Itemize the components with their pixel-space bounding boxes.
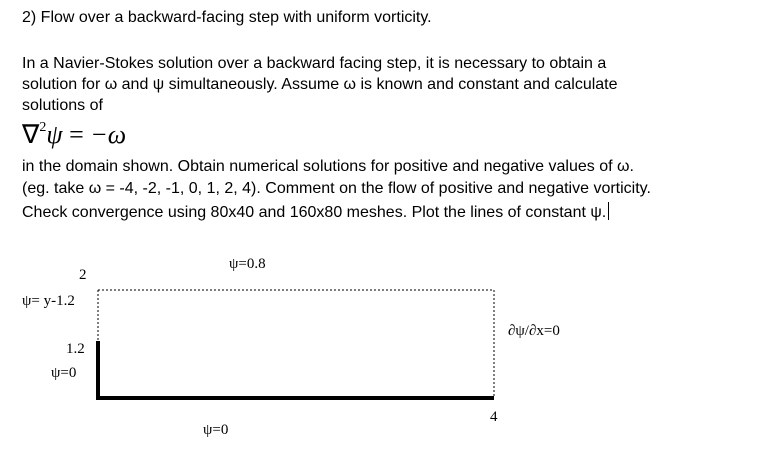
step-height-label: 1.2 — [66, 341, 85, 357]
task-line-text: Check convergence using 80x40 and 160x80 meshes. Plot the lines of constant ψ. — [22, 204, 607, 221]
domain-boundary — [96, 290, 494, 399]
task-line: (eg. take ω = -4, -2, -1, 0, 1, 2, 4). Comment on the flow of positive and negative vorticity. — [22, 180, 651, 197]
inlet-bc-label: ψ= y-1.2 — [22, 293, 75, 309]
length-label: 4 — [490, 409, 498, 425]
outlet-bc-label: ∂ψ/∂x=0 — [508, 323, 560, 339]
intro-line: solution for ω and ψ simultaneously. Assume ω is known and constant and calculate — [22, 76, 618, 93]
nabla-symbol: ∇ — [22, 120, 40, 149]
intro-line: In a Navier-Stokes solution over a backward facing step, it is necessary to obtain a — [22, 55, 607, 72]
equation-power: 2 — [39, 120, 47, 135]
equation-psi: ψ — [46, 120, 63, 149]
equation-rhs: −ω — [90, 120, 127, 149]
step-bc-label: ψ=0 — [51, 365, 77, 381]
problem-heading: 2) Flow over a backward-facing step with uniform vorticity. — [22, 9, 432, 26]
height-label: 2 — [79, 267, 87, 283]
equation-equals: = — [69, 120, 84, 149]
top-bc-label: ψ=0.8 — [229, 256, 266, 272]
task-line: in the domain shown. Obtain numerical solutions for positive and negative values of ω. — [22, 158, 634, 175]
intro-line: solutions of — [22, 97, 103, 114]
bottom-bc-label: ψ=0 — [203, 422, 229, 438]
